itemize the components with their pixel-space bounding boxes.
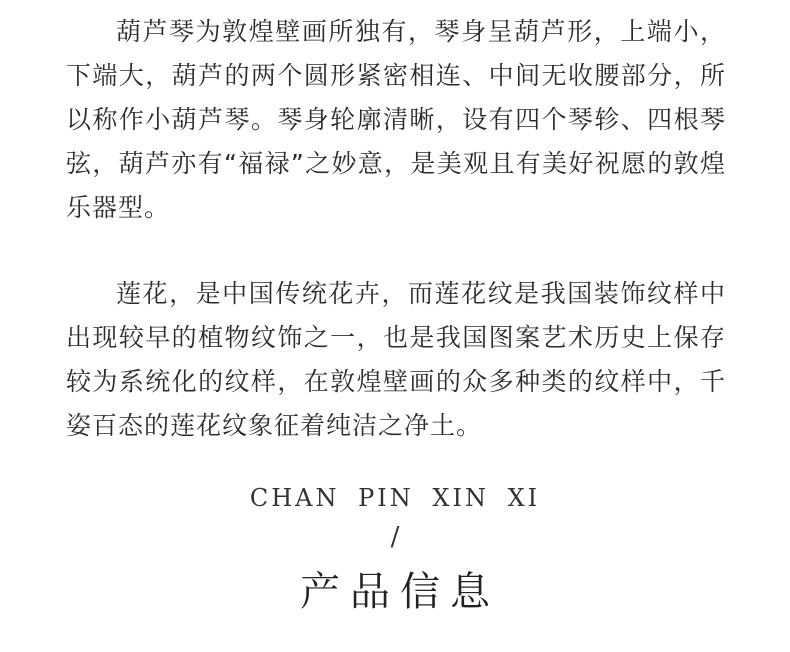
paragraph-gourd-qin: 葫芦琴为敦煌壁画所独有，琴身呈葫芦形，上端小，下端大，葫芦的两个圆形紧密相连、中间无收腰部分，所以称作小葫芦琴。琴身轮廓清晰，设有四个琴轸、四根琴弦，葫芦亦有“福禄”之妙意，是美观且有美好祝愿的敦煌乐器型。 [66, 17, 726, 222]
section-divider: / [390, 522, 400, 552]
article-body [66, 10, 726, 448]
section-title: 产品信息 [300, 569, 500, 615]
paragraph-lotus: 莲花，是中国传统花卉，而莲花纹是我国装饰纹样中出现较早的植物纹饰之一，也是我国图案艺术历史上保存较为系统化的纹样，在敦煌壁画的众多种类的纹样中，千姿百态的莲花纹象征着纯洁之净土。 [66, 279, 726, 440]
section-pinyin: CHAN PIN XIN XI [249, 484, 541, 512]
section-header [0, 480, 790, 622]
